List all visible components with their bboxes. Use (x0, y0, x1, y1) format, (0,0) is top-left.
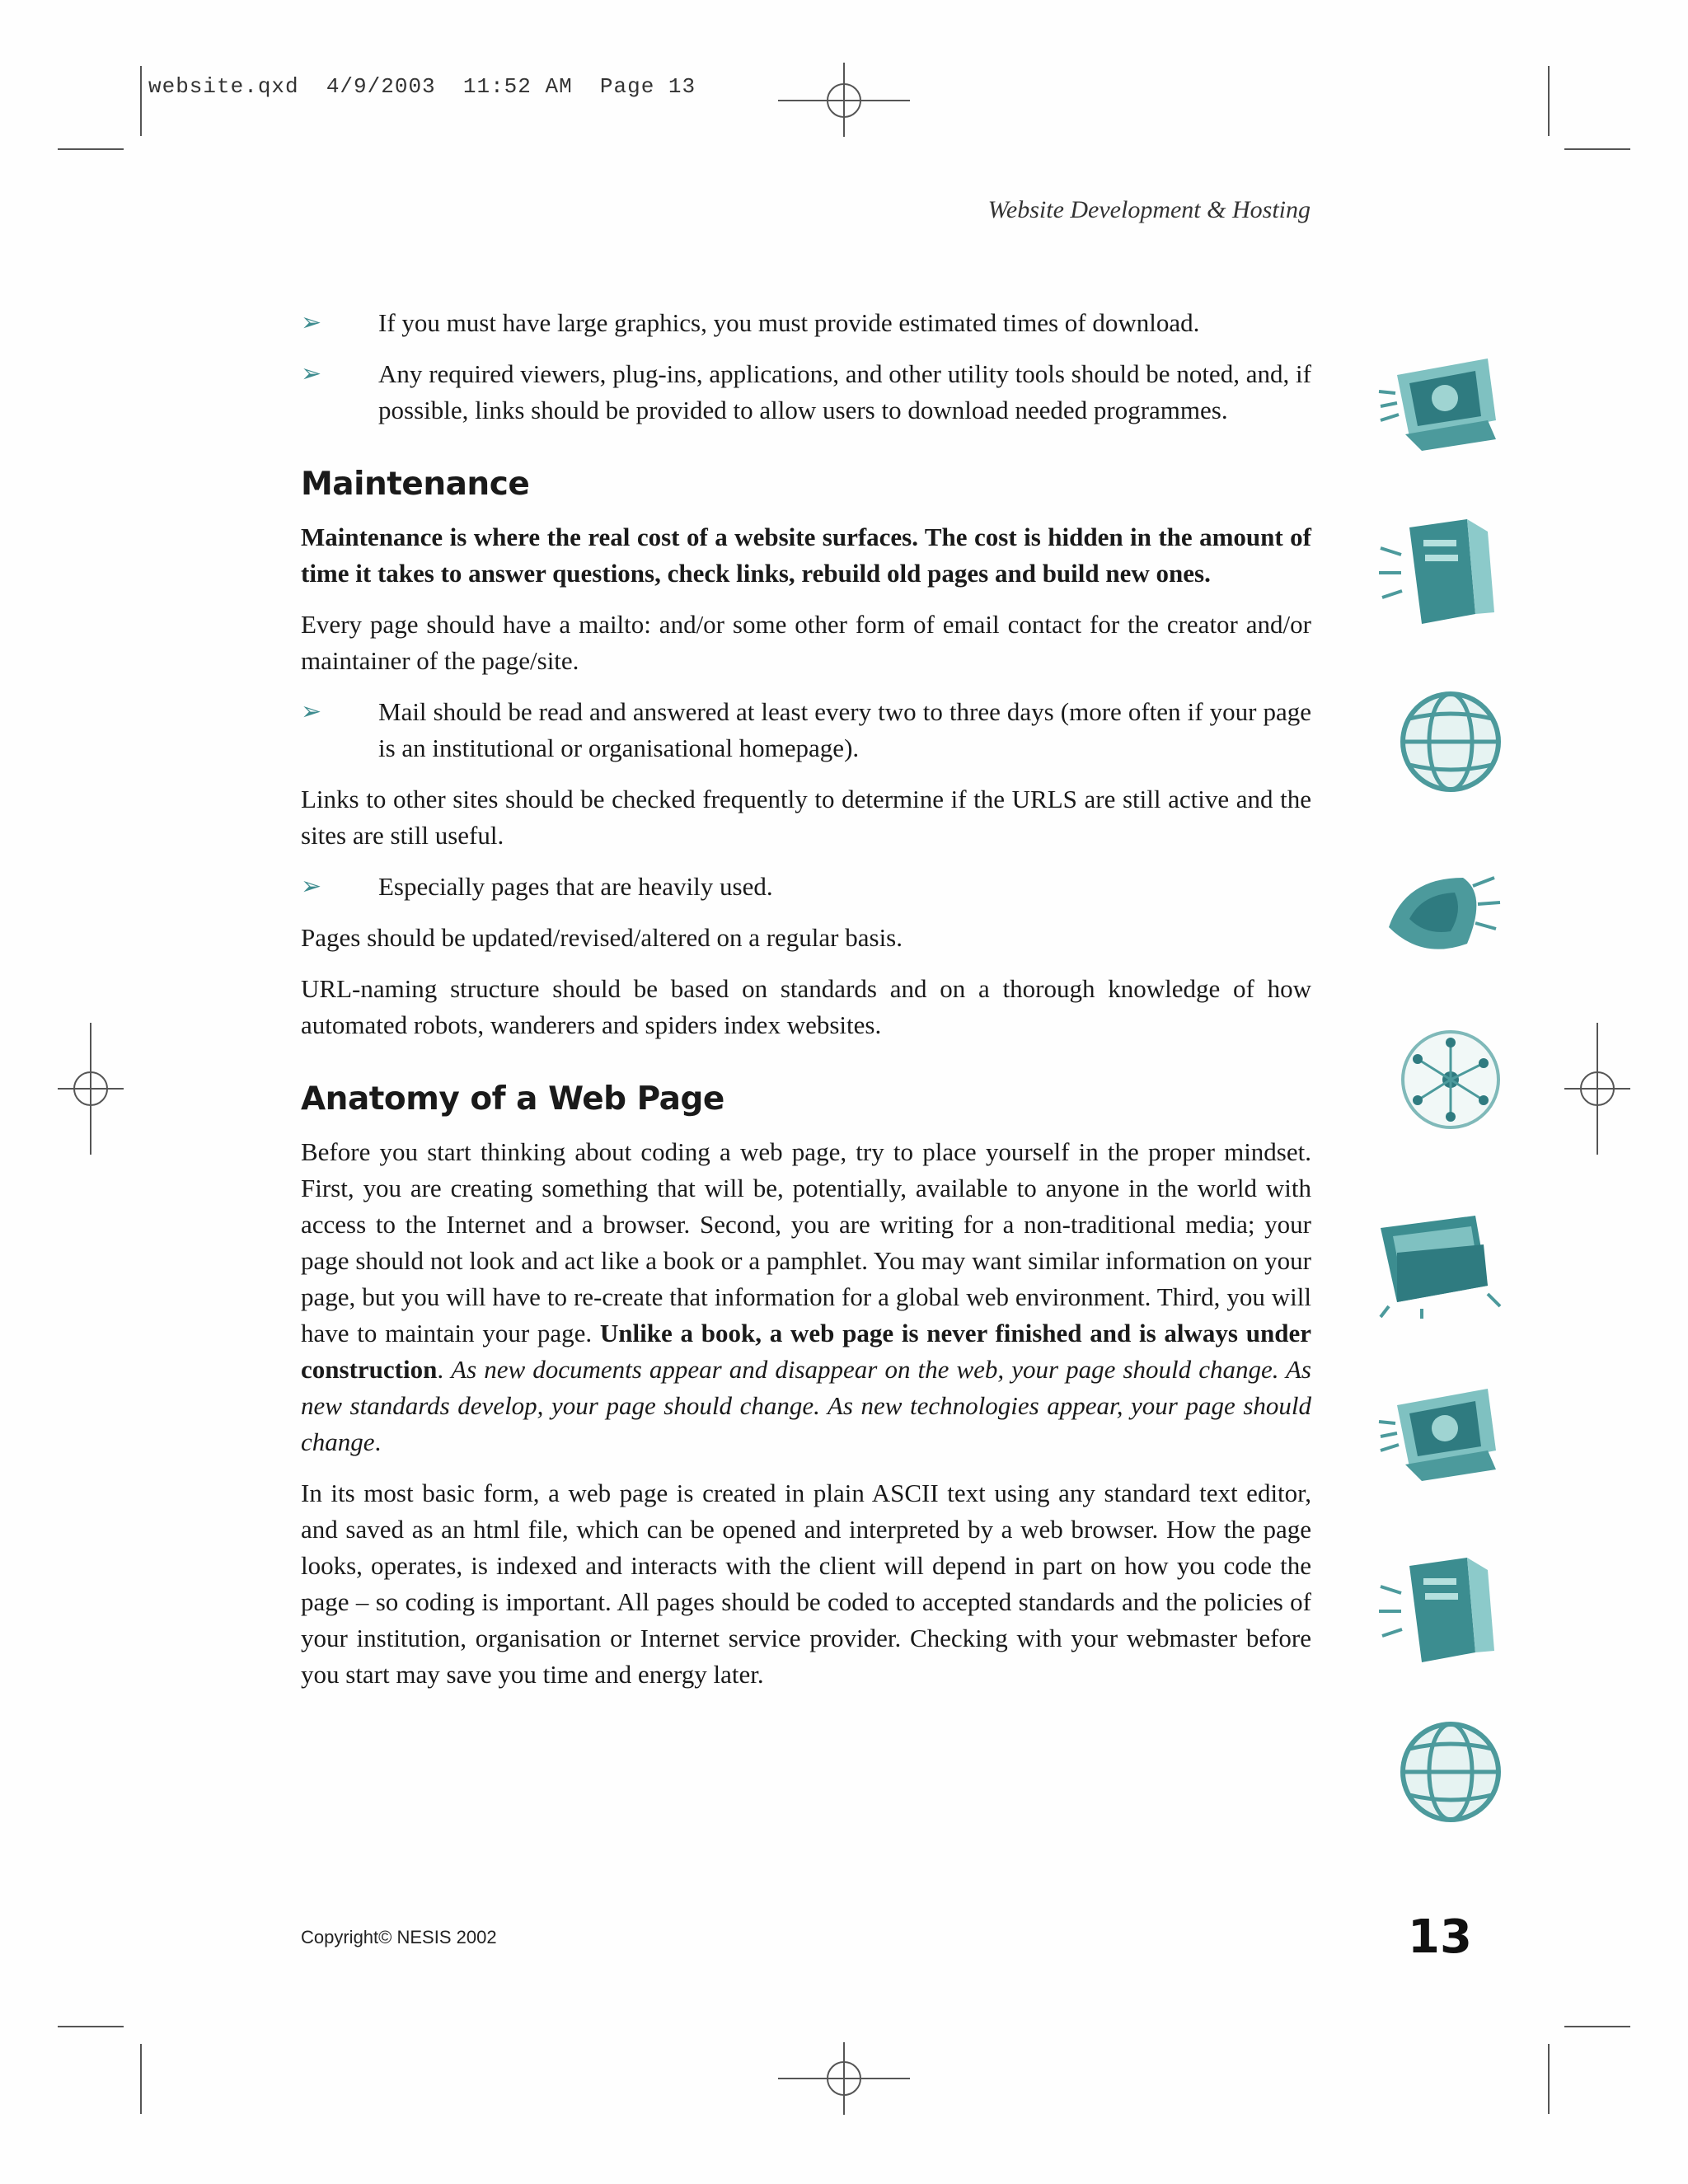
globe-icon (1372, 1714, 1504, 1830)
network-hub-icon (1372, 1022, 1504, 1137)
decorative-icon-rail (1372, 0, 1504, 1896)
bullet-text: Mail should be read and answered at least every two to three days (more often if your page is an institutional or organisational homepage). (378, 697, 1311, 762)
bullet-item (301, 356, 1311, 429)
registration-mark-bottom (778, 2042, 910, 2115)
bullet-item (301, 305, 1311, 341)
copyright-notice: Copyright© NESIS 2002 (301, 1927, 497, 1947)
section-heading-maintenance: Maintenance (301, 466, 530, 503)
globe-icon (1372, 684, 1504, 799)
text-run: . (437, 1355, 452, 1384)
lead-paragraph: Maintenance is where the real cost of a website surfaces. The cost is hidden in the amount of time it takes to answer questions, check links, rebuild old pages and build new ones. (301, 523, 1311, 588)
server-tower-icon (1372, 515, 1504, 630)
paragraph: Every page should have a mailto: and/or some other form of email contact for the creator and/or maintainer of the page/site. (301, 610, 1311, 675)
arrow-bullet-icon: ➢ (301, 698, 322, 725)
paragraph: URL-naming structure should be based on standards and on a thorough knowledge of how automated robots, wanderers and spiders index websites. (301, 974, 1311, 1039)
paragraph: Pages should be updated/revised/altered on a regular basis. (301, 923, 903, 952)
mouse-icon (1372, 853, 1504, 968)
bullet-item (301, 694, 1311, 766)
section-heading-anatomy: Anatomy of a Web Page (301, 1080, 724, 1118)
running-head: Website Development & Hosting (987, 196, 1311, 223)
arrow-bullet-icon: ➢ (301, 309, 322, 336)
paragraph: In its most basic form, a web page is created in plain ASCII text using any standard text editor, and saved as an html file, which can be opened and interpreted by a web browser. How the page looks, operates, is indexed and interacts with the client will depend in part on how you code the page – so coding is important. All pages should be coded to accepted standards and the policies of your institution, organisation or Internet service provider. Checking with your webmaster before you start may save you time and energy later. (301, 1479, 1311, 1689)
italic-text: As new documents appear and disappear on the web, your page should change. As new standards develop, your page should change. As new technologies appear, your page should change (301, 1355, 1311, 1456)
bold-text: Unlike a book, a web page is never finished and is always under construction (301, 1319, 1311, 1384)
computer-icon (1372, 1372, 1504, 1488)
computer-icon (1372, 342, 1504, 457)
printer-slug: website.qxd 4/9/2003 11:52 AM Page 13 (148, 74, 696, 99)
registration-mark-right (1564, 1023, 1630, 1155)
folder-icon (1372, 1203, 1504, 1319)
arrow-bullet-icon: ➢ (301, 360, 322, 387)
bullet-text: Any required viewers, plug-ins, applications, and other utility tools should be noted, and, if possible, links should be provided to allow users to download needed programmes. (378, 359, 1311, 424)
paragraph: Links to other sites should be checked frequently to determine if the URLS are still active and the sites are still useful. (301, 785, 1311, 850)
page-number: 13 (1408, 1910, 1472, 1964)
paragraph (301, 1134, 1311, 1460)
text-run: . (374, 1427, 382, 1456)
registration-mark-top (778, 63, 910, 137)
bullet-item (301, 869, 1311, 905)
bullet-text: Especially pages that are heavily used. (378, 872, 773, 901)
text-run: Before you start thinking about coding a web page, try to place yourself in the proper mindset. First, you are creating something that will be, potentially, available to anyone in the world with access to the Internet and a browser. Second, you are writing for a non-traditional media; your page should not look and act like a book or a pamphlet. You may want similar information on your page, but you will have to re-create that information for a global web environment. Third, you will have to maintain your page. (301, 1137, 1311, 1347)
bullet-text: If you must have large graphics, you must provide estimated times of download. (378, 308, 1200, 337)
page-body (301, 305, 1311, 1708)
registration-mark-left (58, 1023, 124, 1155)
arrow-bullet-icon: ➢ (301, 873, 322, 900)
server-tower-icon (1372, 1554, 1504, 1669)
